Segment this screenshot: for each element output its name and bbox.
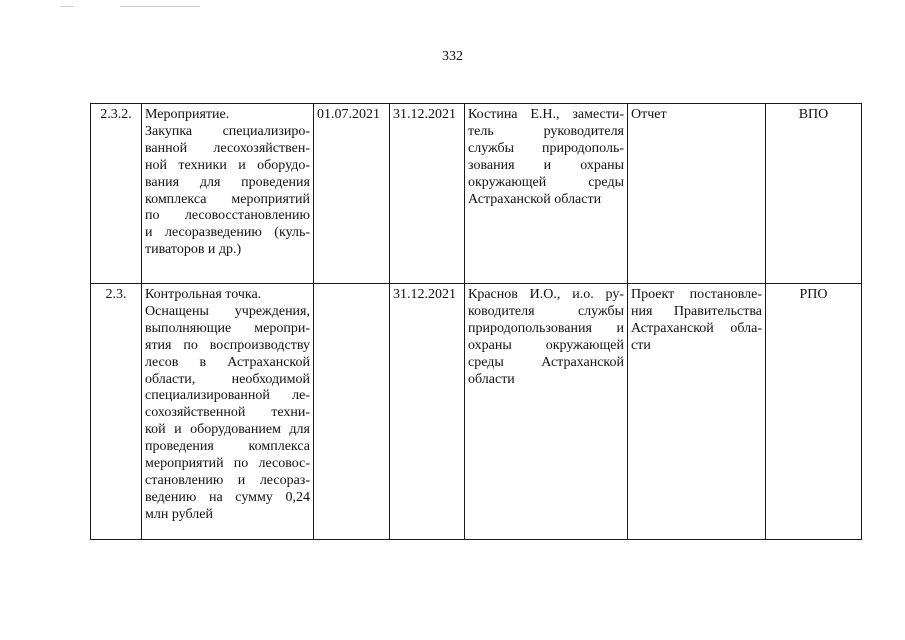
responsible-line: окружающей среды: [468, 174, 624, 190]
description-line: сохозяйственной техни-: [145, 405, 310, 421]
end-date: 31.12.2021: [390, 104, 465, 284]
description-line: лесов в Астраханской: [145, 354, 310, 370]
row-number: 2.3.: [91, 284, 142, 540]
description-line: тиваторов и др.): [145, 242, 242, 258]
result-line: ния Правительства: [631, 303, 762, 319]
responsible-line: области: [468, 371, 515, 387]
responsible-line: ководителя службы: [468, 303, 624, 319]
scan-artifact-top: [120, 6, 200, 7]
description-line: Мероприятие.: [145, 107, 230, 122]
activities-table: [90, 103, 862, 540]
responsible-line: среды Астраханской: [468, 354, 624, 370]
description-line: становлению и лесораз-: [145, 472, 310, 488]
description-line: и лесоразведению (куль-: [145, 225, 310, 241]
responsible-line: службы природополь-: [468, 140, 624, 156]
responsible-line: тель руководителя: [468, 123, 624, 139]
description-line: комплекса мероприятий: [145, 191, 310, 207]
description-line: проведения комплекса: [145, 439, 310, 455]
scan-artifact-top-2: [60, 6, 74, 7]
result-document: [628, 284, 766, 540]
description-line: млн рублей: [145, 506, 213, 522]
responsible-line: Краснов И.О., и.о. ру-: [468, 287, 624, 302]
responsible-person: [465, 284, 628, 540]
result-line: сти: [631, 337, 651, 353]
description-line: мероприятий по лесовос-: [145, 456, 310, 472]
responsible-person: [465, 104, 628, 284]
document-type: РПО: [766, 284, 862, 540]
responsible-line: охраны окружающей: [468, 337, 624, 353]
end-date: 31.12.2021: [390, 284, 465, 540]
activity-description: [142, 104, 314, 284]
description-line: по лесовосстановлению: [145, 208, 310, 224]
description-line: Оснащены учреждения,: [145, 303, 310, 319]
row-number: 2.3.2.: [91, 104, 142, 284]
description-line: кой и оборудованием для: [145, 422, 310, 438]
responsible-line: зования и охраны: [468, 157, 624, 173]
page-number: 332: [442, 49, 463, 64]
table-row: [91, 284, 862, 540]
description-line: Контрольная точка.: [145, 287, 262, 302]
result-line: Отчет: [631, 107, 667, 122]
description-line: специализированной ле-: [145, 388, 310, 404]
start-date: [314, 284, 390, 540]
description-line: вания для проведения: [145, 174, 310, 190]
description-line: области, необходимой: [145, 371, 310, 387]
table-row: [91, 104, 862, 284]
responsible-line: природопользования и: [468, 320, 624, 336]
activity-description: [142, 284, 314, 540]
result-line: Астраханской обла-: [631, 320, 762, 336]
description-line: ведению на сумму 0,24: [145, 489, 310, 505]
responsible-line: Астраханской области: [468, 191, 602, 207]
description-line: ятия по воспроизводству: [145, 337, 310, 353]
result-line: Проект постановле-: [631, 287, 762, 302]
description-line: Закупка специализиро-: [145, 123, 310, 139]
description-line: ной техники и оборудо-: [145, 157, 310, 173]
responsible-line: Костина Е.Н., замести-: [468, 107, 624, 122]
description-line: выполняющие меропри-: [145, 320, 310, 336]
document-type: ВПО: [766, 104, 862, 284]
description-line: ванной лесохозяйствен-: [145, 140, 310, 156]
result-document: [628, 104, 766, 284]
start-date: 01.07.2021: [314, 104, 390, 284]
